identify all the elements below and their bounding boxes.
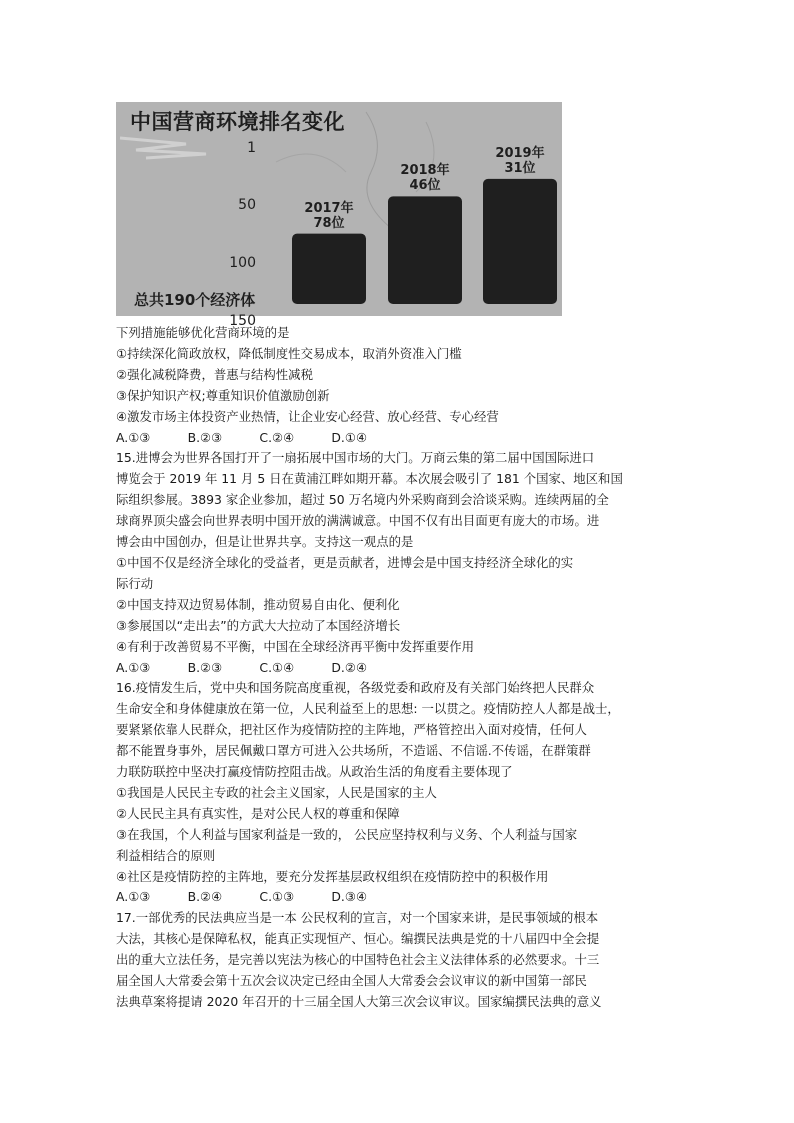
bar-0 — [292, 234, 366, 304]
bar-1 — [388, 196, 462, 304]
text-line: A.①③ B.②③ C.①④ D.②④ — [116, 659, 368, 675]
text-line: 15.进博会为世界各国打开了一扇拓展中国市场的大门。万商云集的第二届中国国际进口 — [116, 450, 595, 466]
text-line: ①我国是人民民主专政的社会主义国家，人民是国家的主人 — [116, 784, 437, 800]
chart-note: 总共190个经济体 — [134, 291, 256, 309]
text-line: ④激发市场主体投资产业热情，让企业安心经营、放心经营、专心经营 — [116, 408, 499, 424]
chart-title: 中国营商环境排名变化 — [130, 110, 345, 134]
text-line: ①持续深化简政放权，降低制度性交易成本，取消外资准入门槛 — [116, 345, 462, 361]
text-line: 博会由中国创办，但是让世界共享。支持这一观点的是 — [116, 534, 414, 550]
bar-label — [388, 163, 462, 193]
bar-label — [483, 146, 557, 176]
ranking-chart — [116, 102, 562, 330]
text-line: 都不能置身事外，居民佩戴口罩方可进入公共场所，不造谣、不信谣.不传谣，在群策群 — [116, 743, 591, 759]
y-tick-label: 100 — [229, 255, 256, 272]
text-line: A.①③ B.②④ C.①③ D.③④ — [116, 889, 368, 905]
bar-year-label: 2018年 — [400, 163, 450, 179]
question-text — [116, 323, 696, 1013]
bar-rank-label: 31位 — [504, 160, 536, 176]
text-line: 17.一部优秀的民法典应当是一本 公民权利的宣言，对一个国家来讲，是民事领域的根本 — [116, 910, 599, 926]
bar-label — [292, 201, 366, 231]
y-tick-label: 1 — [247, 140, 256, 156]
text-line: 际组织参展。3893 家企业参加，超过 50 万名境内外采购商到会洽谈采购。连续两届的全 — [116, 492, 609, 508]
text-line: 下列措施能够优化营商环境的是 — [116, 325, 290, 340]
text-line: ①中国不仅是经济全球化的受益者，更是贡献者，进博会是中国支持经济全球化的实 — [116, 554, 574, 570]
text-line: 法典草案将提请 2020 年召开的十三届全国人大第三次会议审议。国家编撰民法典的意义 — [116, 994, 602, 1009]
text-line: 利益相结合的原则 — [116, 847, 216, 863]
bar-year-label: 2017年 — [304, 200, 354, 216]
text-line: 际行动 — [116, 575, 154, 591]
text-line: ②中国支持双边贸易体制，推动贸易自由化、便利化 — [116, 596, 400, 612]
bar-year-label: 2019年 — [495, 145, 545, 161]
text-line: 16.疫情发生后，党中央和国务院高度重视，各级党委和政府及有关部门始终把人民群众 — [116, 680, 595, 696]
text-line: ③参展国以“走出去”的方武大大拉动了本国经济增长 — [116, 617, 401, 633]
text-line: ②人民民主具有真实性，是对公民人权的尊重和保障 — [116, 805, 400, 821]
text-line: ②强化减税降费，普惠与结构性减税 — [116, 366, 313, 382]
text-line: 博览会于 2019 年 11 月 5 日在黄浦江畔如期开幕。本次展会吸引了 181 个国家、地区和国 — [116, 471, 623, 487]
bar-rank-label: 78位 — [313, 215, 345, 231]
text-line: 力联防联控中坚决打赢疫情防控阻击战。从政治生活的角度看主要体现了 — [116, 764, 513, 780]
y-tick-label: 150 — [229, 313, 256, 330]
bar-rank-label: 46位 — [409, 178, 441, 194]
text-line: 届全国人大常委会第十五次会议决定已经由全国人大常委会会议审议的新中国第一部民 — [116, 973, 587, 989]
text-line: 大法，其核心是保障私权，能真正实现恒产、恒心。编撰民法典是党的十八届四中全会提 — [116, 931, 600, 947]
bar-2 — [483, 179, 557, 304]
text-line: ④社区是疫情防控的主阵地，要充分发挥基层政权组织在疫情防控中的积极作用 — [116, 868, 549, 884]
text-line: ③在我国，个人利益与国家利益是一致的， 公民应坚持权利与义务、个人利益与国家 — [116, 826, 578, 842]
y-tick-label: 50 — [238, 197, 256, 214]
text-line: ③保护知识产权;尊重知识价值激励创新 — [116, 387, 330, 403]
text-line: 出的重大立法任务，是完善以宪法为核心的中国特色社会主义法律体系的必然要求。十三 — [116, 952, 600, 968]
text-line: 球商界顶尖盛会向世界表明中国开放的满满诚意。中国不仅有出目面更有庞大的市场。进 — [116, 513, 600, 529]
text-line: 要紧紧依靠人民群众，把社区作为疫情防控的主阵地，严格管控出入面对疫情，任何人 — [116, 722, 587, 738]
text-line: A.①③ B.②③ C.②④ D.①④ — [116, 429, 368, 445]
text-line: 生命安全和身体健康放在第一位，人民利益至上的思想: 一以贯之。疫情防控人人都是战士， — [116, 701, 620, 717]
text-line: ④有利于改善贸易不平衡，中国在全球经济再平衡中发挥重要作用 — [116, 638, 475, 654]
